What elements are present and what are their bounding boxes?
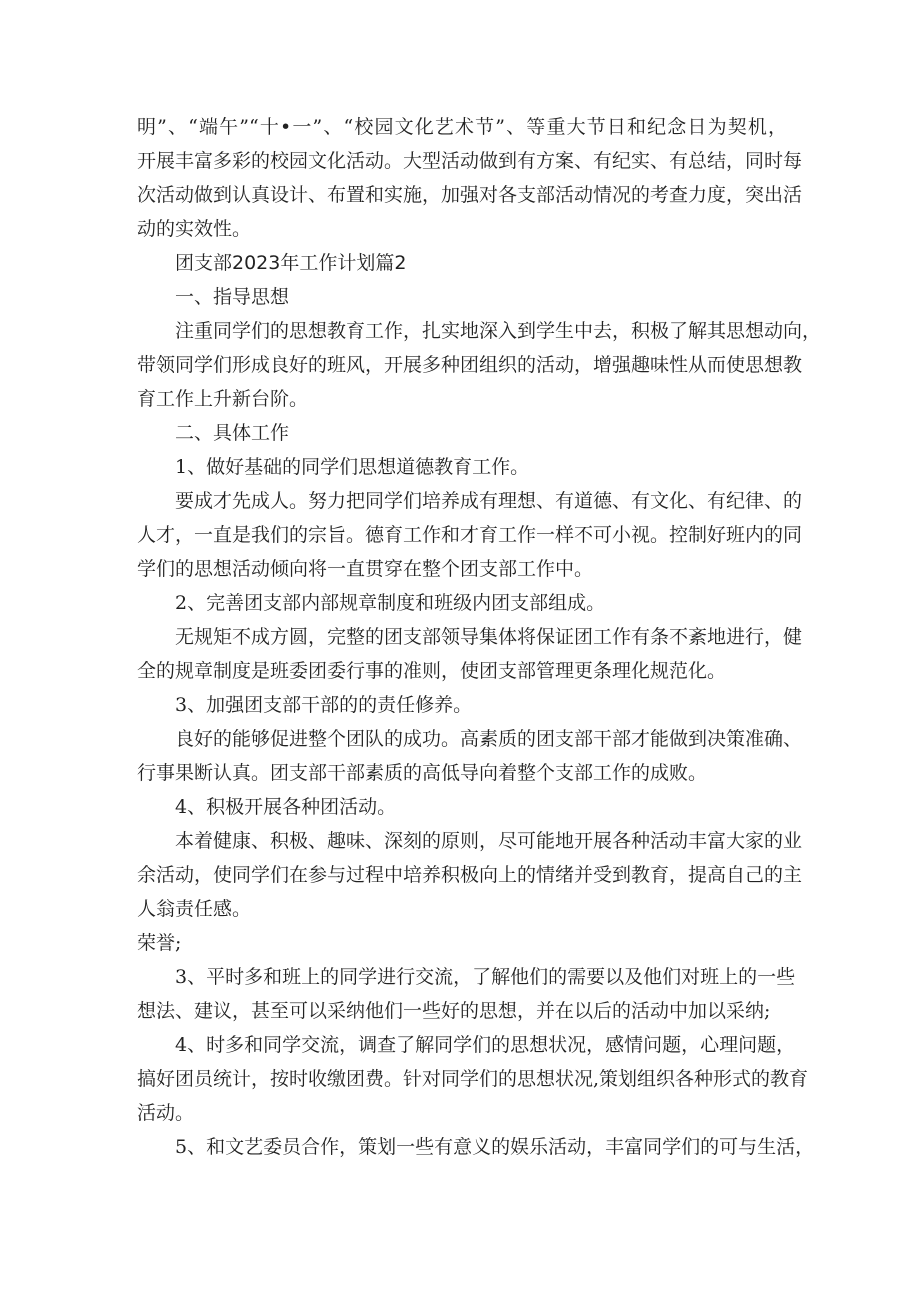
paragraph-line: 想法、建议，甚至可以采纳他们一些好的思想，并在以后的活动中加以采纳; <box>137 1000 771 1022</box>
paragraph-line: 要成才先成人。努力把同学们培养成有理想、有道德、有文化、有纪律、的 <box>175 490 803 512</box>
paragraph-line: 活动。 <box>137 1102 195 1124</box>
paragraph-line: 良好的能够促进整个团队的成功。高素质的团支部干部才能做到决策准确、 <box>175 728 803 750</box>
paragraph-line: 明”、“端午”“十•一”、“校园文化艺术节”、等重大节日和纪念日为契机， <box>137 116 787 138</box>
paragraph-line: 余活动，使同学们在参与过程中培养积极向上的情绪并受到教育，提高自己的主 <box>137 864 803 886</box>
section-title: 团支部2023年工作计划篇2 <box>175 252 407 274</box>
paragraph-line: 人才，一直是我们的宗旨。德育工作和才育工作一样不可小视。控制好班内的同 <box>137 524 803 546</box>
paragraph-line: 全的规章制度是班委团委行事的准则，使团支部管理更条理化规范化。 <box>137 660 727 682</box>
paragraph-line: 4、时多和同学交流，调查了解同学们的思想状况，感情问题，心理问题， <box>175 1034 796 1056</box>
paragraph-line: 搞好团员统计，按时收缴团费。针对同学们的思想状况,策划组织各种形式的教育 <box>137 1068 809 1090</box>
paragraph-line: 学们的思想活动倾向将一直贯穿在整个团支部工作中。 <box>137 558 594 580</box>
paragraph-line: 次活动做到认真设计、布置和实施，加强对各支部活动情况的考查力度，突出活 <box>137 184 803 206</box>
item-heading: 3、加强团支部干部的的责任修养。 <box>175 694 473 716</box>
section-heading: 二、具体工作 <box>175 422 290 444</box>
section-heading: 一、指导思想 <box>175 286 290 308</box>
paragraph-line: 带领同学们形成良好的班风，开展多种团组织的活动，增强趣味性从而使思想教 <box>137 354 803 376</box>
paragraph-line: 5、和文艺委员合作，策划一些有意义的娱乐活动，丰富同学们的可与生活， <box>175 1136 815 1158</box>
paragraph-line: 人翁责任感。 <box>137 898 252 920</box>
paragraph-line: 行事果断认真。团支部干部素质的高低导向着整个支部工作的成败。 <box>137 762 708 784</box>
paragraph-line: 注重同学们的思想教育工作，扎实地深入到学生中去，积极了解其思想动向， <box>175 320 822 342</box>
document-page <box>137 112 822 1162</box>
paragraph-line: 开展丰富多彩的校园文化活动。大型活动做到有方案、有纪实、有总结，同时每 <box>137 150 803 172</box>
paragraph-line: 本着健康、积极、趣味、深刻的原则，尽可能地开展各种活动丰富大家的业 <box>175 830 803 852</box>
paragraph-line: 荣誉; <box>137 932 182 954</box>
paragraph-line: 无规矩不成方圆，完整的团支部领导集体将保证团工作有条不紊地进行，健 <box>175 626 803 648</box>
item-heading: 1、做好基础的同学们思想道德教育工作。 <box>175 456 530 478</box>
item-heading: 2、完善团支部内部规章制度和班级内团支部组成。 <box>175 592 606 614</box>
paragraph-line: 动的实效性。 <box>137 218 252 240</box>
paragraph-line: 3、平时多和班上的同学进行交流，了解他们的需要以及他们对班上的一些 <box>175 966 796 988</box>
paragraph-line: 育工作上升新台阶。 <box>137 388 309 410</box>
item-heading: 4、积极开展各种团活动。 <box>175 796 397 818</box>
